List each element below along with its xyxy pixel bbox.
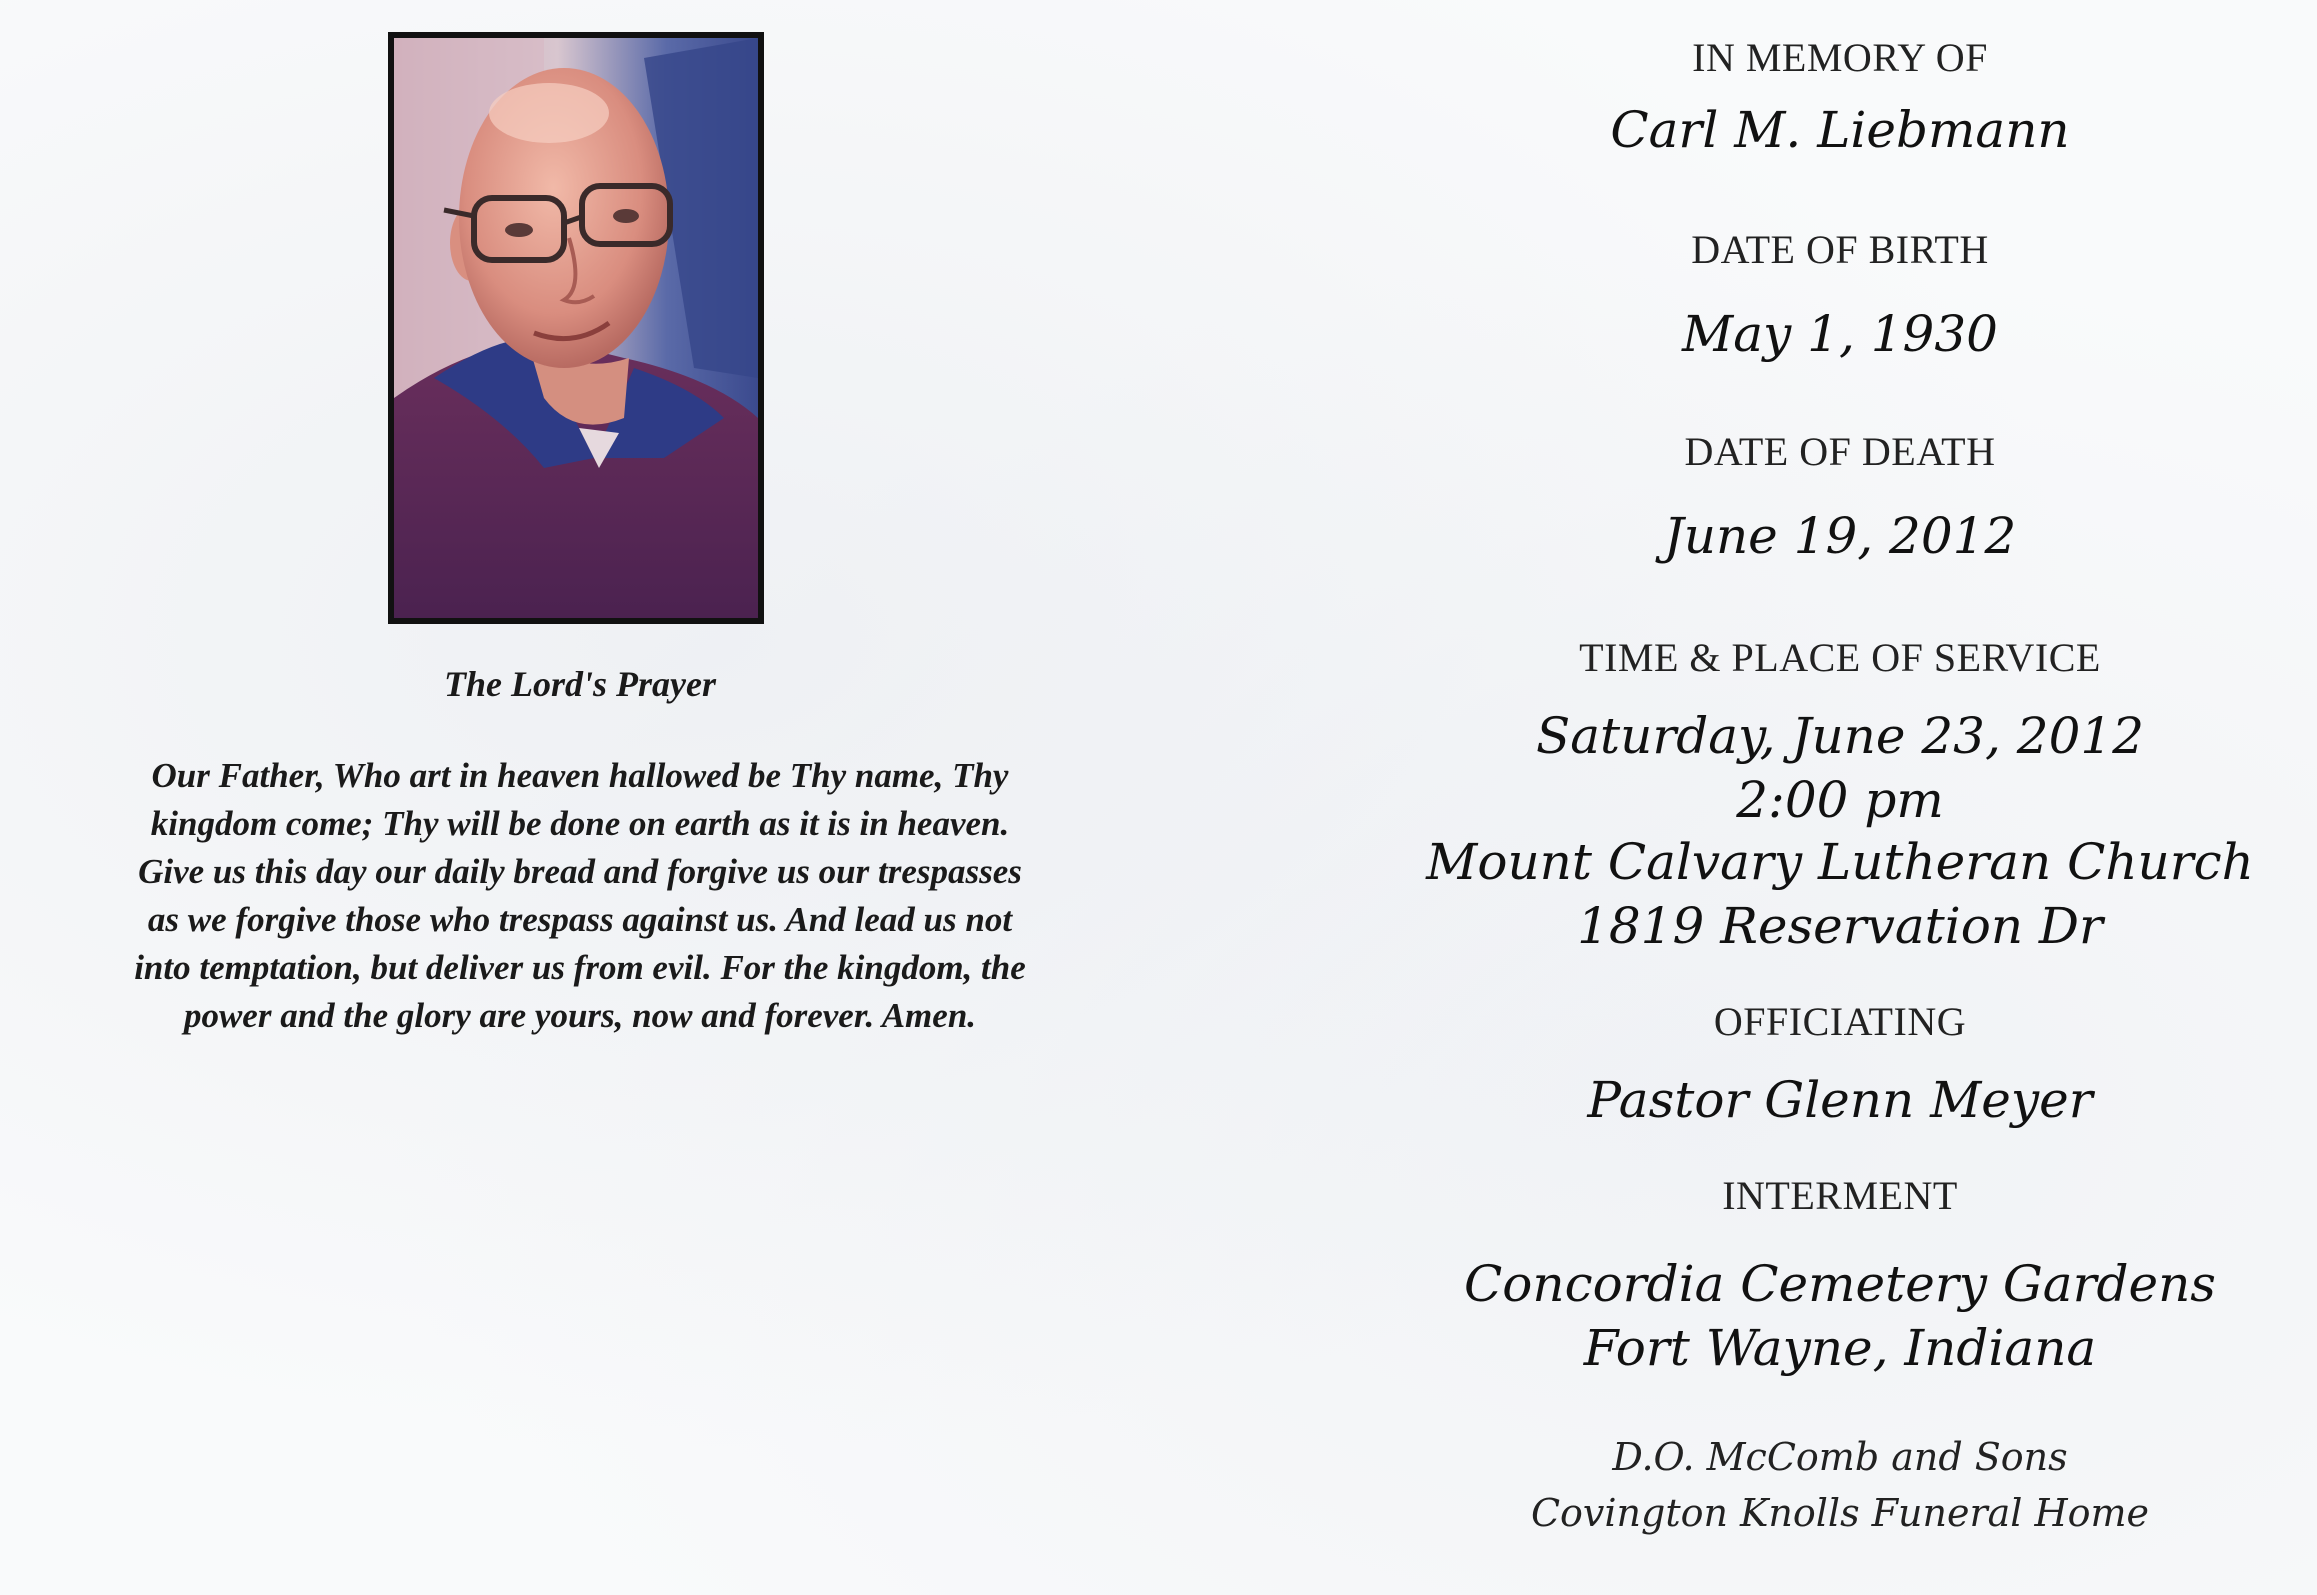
deceased-name: Carl M. Liebmann xyxy=(1610,101,2070,159)
prayer-line: as we forgive those who trespass against us. And lead us not xyxy=(147,900,1013,939)
prayer-line: into temptation, but deliver us from evil. For the kingdom, the xyxy=(134,948,1026,987)
portrait-photo xyxy=(388,32,764,624)
prayer-text xyxy=(40,752,1120,1040)
cemetery-name: Concordia Cemetery Gardens xyxy=(1464,1255,2216,1313)
right-panel xyxy=(1400,0,2280,1595)
prayer-line: power and the glory are yours, now and forever. Amen. xyxy=(183,996,977,1035)
death-label: DATE OF DEATH xyxy=(1684,429,1996,474)
service-time: 2:00 pm xyxy=(1736,771,1944,829)
prayer-line: Our Father, Who art in heaven hallowed be Thy name, Thy xyxy=(151,756,1009,795)
cemetery-location: Fort Wayne, Indiana xyxy=(1583,1319,2097,1377)
interment-label: INTERMENT xyxy=(1722,1173,1958,1218)
service-date: Saturday, June 23, 2012 xyxy=(1535,707,2145,765)
death-date: June 19, 2012 xyxy=(1663,507,2017,565)
service-label: TIME & PLACE OF SERVICE xyxy=(1579,635,2101,680)
portrait-image xyxy=(394,38,758,618)
service-place: Mount Calvary Lutheran Church xyxy=(1426,833,2254,891)
funeral-home-line1: D.O. McComb and Sons xyxy=(1612,1435,2068,1479)
prayer-title: The Lord's Prayer xyxy=(444,664,716,704)
funeral-home-line2: Covington Knolls Funeral Home xyxy=(1530,1491,2150,1535)
prayer-line: kingdom come; Thy will be done on earth as it is in heaven. xyxy=(150,804,1010,843)
officiating-label: OFFICIATING xyxy=(1713,999,1967,1044)
service-address: 1819 Reservation Dr xyxy=(1577,897,2103,955)
officiant-name: Pastor Glenn Meyer xyxy=(1587,1071,2093,1129)
birth-label: DATE OF BIRTH xyxy=(1691,227,1989,272)
prayer-line: Give us this day our daily bread and forgive us our trespasses xyxy=(138,852,1022,891)
in-memory-label: IN MEMORY OF xyxy=(1692,35,1988,80)
birth-date: May 1, 1930 xyxy=(1682,305,1998,363)
